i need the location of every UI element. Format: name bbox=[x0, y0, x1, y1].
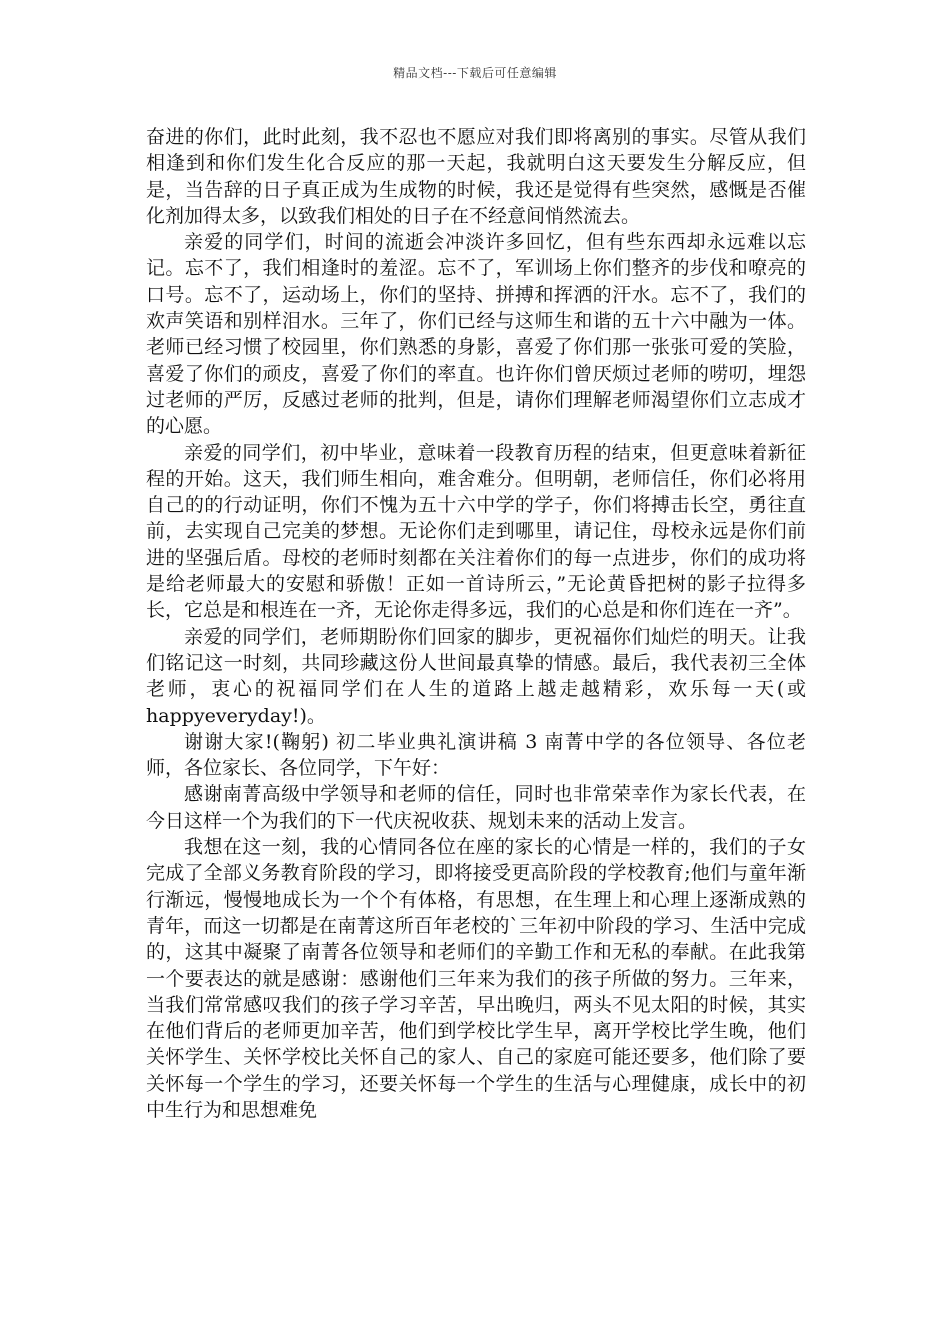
paragraph: 亲爱的同学们，初中毕业，意味着一段教育历程的结束，但更意味着新征程的开始。这天，我们师生相向，难舍难分。但明朝，老师信任，你们必将用自己的的行动证明，你们不愧为五十六中学的学子，你们将搏击长空，勇往直前，去实现自己完美的梦想。无论你们走到哪里，请记住，母校永远是你们前进的坚强后盾。母校的老师时刻都在关注着你们的每一点进步，你们的成功将是给老师最大的安慰和骄傲！正如一首诗所云，”无论黄昏把树的影子拉得多长，它总是和根连在一齐，无论你走得多远，我们的心总是和你们连在一齐”。 bbox=[146, 441, 806, 622]
paragraph: 亲爱的同学们，老师期盼你们回家的脚步，更祝福你们灿烂的明天。让我们铭记这一时刻，共同珍藏这份人世间最真挚的情感。最后，我代表初三全体老师，衷心的祝福同学们在人生的道路上越走越精彩，欢乐每一天(或 happyeveryday!)。 bbox=[146, 625, 806, 727]
page-header: 精品文档---下载后可任意编辑 bbox=[393, 66, 557, 80]
paragraph: 奋进的你们，此时此刻，我不忍也不愿应对我们即将离别的事实。尽管从我们相逢到和你们发生化合反应的那一天起，我就明白这天要发生分解反应，但是，当告辞的日子真正成为生成物的时候，我还是觉得有些突然，感慨是否催化剂加得太多，以致我们相处的日子在不经意间悄然流去。 bbox=[146, 126, 806, 227]
paragraph: 亲爱的同学们，时间的流逝会冲淡许多回忆，但有些东西却永远难以忘记。忘不了，我们相逢时的羞涩。忘不了，军训场上你们整齐的步伐和嘹亮的口号。忘不了，运动场上，你们的坚持、拼搏和挥洒的汗水。忘不了，我们的欢声笑语和别样泪水。三年了，你们已经与这师生和谐的五十六中融为一体。老师已经习惯了校园里，你们熟悉的身影，喜爱了你们那一张张可爱的笑脸，喜爱了你们的顽皮，喜爱了你们的率直。也许你们曾厌烦过老师的唠叨，埋怨过老师的严厉，反感过老师的批判，但是，请你们理解老师渴望你们立志成才的心愿。 bbox=[146, 231, 806, 438]
paragraph: 我想在这一刻，我的心情同各位在座的家长的心情是一样的，我们的子女完成了全部义务教育阶段的学习，即将接受更高阶段的学校教育;他们与童年渐行渐远，慢慢地成长为一个个有体格，有思想，在生理上和心理上逐渐成熟的青年，而这一切都是在南菁这所百年老校的`三年初中阶段的学习、生活中完成的，这其中凝聚了南菁各位领导和老师们的辛勤工作和无私的奉献。在此我第一个要表达的就是感谢：感谢他们三年来为我们的孩子所做的努力。三年来，当我们常常感叹我们的孩子学习辛苦，早出晚归，两头不见太阳的时候，其实在他们背后的老师更加辛苦，他们到学校比学生早，离开学校比学生晚，他们关怀学生、关怀学校比关怀自己的家人、自己的家庭可能还要多，他们除了要关怀每一个学生的学习，还要关怀每一个学生的生活与心理健康，成长中的初中生行为和思想难免 bbox=[146, 836, 806, 1121]
document-body bbox=[146, 124, 806, 1123]
paragraph: 谢谢大家!(鞠躬) 初二毕业典礼演讲稿 3 南菁中学的各位领导、各位老师，各位家长、各位同学，下午好： bbox=[146, 730, 806, 780]
paragraph: 感谢南菁高级中学领导和老师的信任，同时也非常荣幸作为家长代表，在今日这样一个为我们的下一代庆祝收获、规划未来的活动上发言。 bbox=[146, 783, 806, 832]
